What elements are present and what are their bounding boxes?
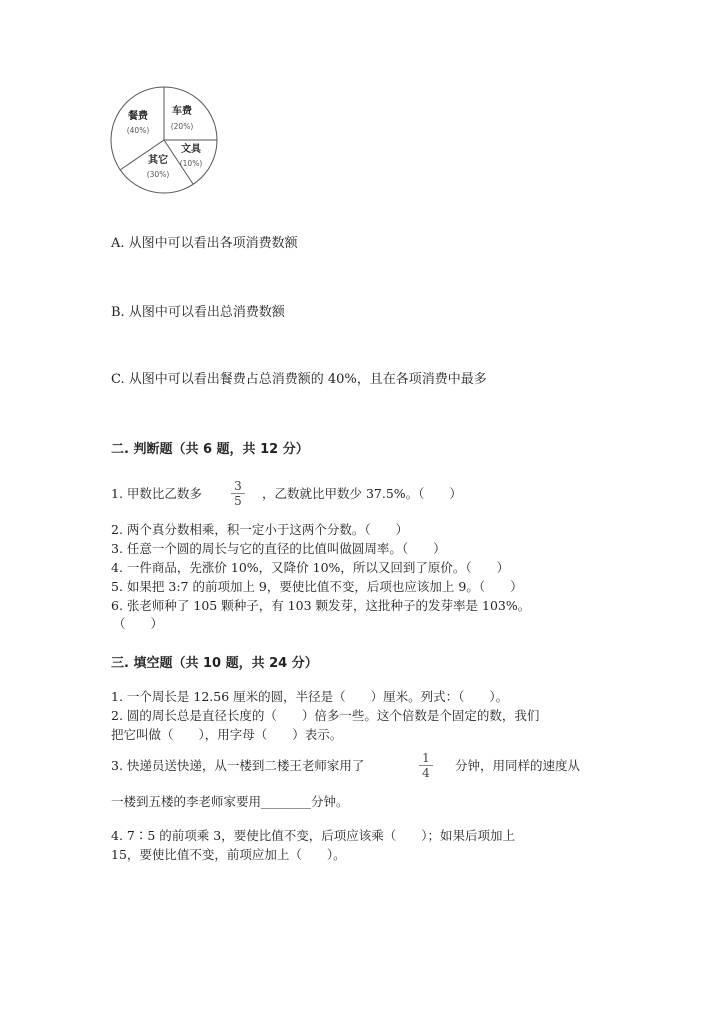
section3-title: 三. 填空题（共 10 题，共 24 分） xyxy=(111,656,318,671)
s2-q5: 5. 如果把 3:7 的前项加上 9，要使比值不变，后项也应该加上 9。（ ） xyxy=(111,579,523,594)
svg-text:(20%): (20%) xyxy=(170,122,194,131)
pie-label-qita: 其它 xyxy=(148,155,168,166)
s3-q3-line2: 一楼到五楼的李老师家要用________分钟。 xyxy=(111,794,349,809)
option-c: C. 从图中可以看出餐费占总消费额的 40%，且在各项消费中最多 xyxy=(111,372,487,387)
s2-q1-fraction: $\frac{3}{5}$ xyxy=(231,479,245,508)
s3-q2-line1: 2. 圆的周长总是直径长度的（ ）倍多一些。这个倍数是个固定的数，我们 xyxy=(111,708,540,723)
option-a: A. 从图中可以看出各项消费数额 xyxy=(111,236,298,251)
s3-q3-pre: 3. 快递员送快递，从一楼到二楼王老师家用了 xyxy=(111,758,365,773)
s3-q4-line2: 15，要使比值不变，前项应加上（ ）。 xyxy=(111,847,346,862)
s3-q1: 1. 一个周长是 12.56 厘米的圆，半径是（ ）厘米。列式：（ ）。 xyxy=(111,689,509,704)
svg-text:(10%): (10%) xyxy=(179,159,203,168)
s2-q6: 6. 张老师种了 105 颗种子，有 103 颗发芽，这批种子的发芽率是 103%。 xyxy=(111,598,531,613)
pie-label-canfei: 餐费 xyxy=(128,111,148,122)
pie-chart xyxy=(108,85,223,201)
s2-q3: 3. 任意一个圆的周长与它的直径的比值叫做圆周率。（ ） xyxy=(111,541,446,556)
s3-q3-post: 分钟，用同样的速度从 xyxy=(455,758,581,773)
s3-q2-line2: 把它叫做（ ），用字母（ ）表示。 xyxy=(111,727,343,742)
svg-text:(30%): (30%) xyxy=(146,170,170,179)
s2-q1-pre: 1. 甲数比乙数多 xyxy=(111,486,202,501)
section2-title: 二. 判断题（共 6 题，共 12 分） xyxy=(111,442,309,457)
s3-q4-line1: 4. 7∶5 的前项乘 3，要使比值不变，后项应该乘（ ）；如果后项加上 xyxy=(111,828,515,843)
pie-label-wenju: 文具 xyxy=(181,144,201,155)
s2-q6-paren: （ ） xyxy=(113,616,164,631)
s2-q4: 4. 一件商品，先涨价 10%，又降价 10%，所以又回到了原价。（ ） xyxy=(111,560,510,575)
option-b: B. 从图中可以看出总消费数额 xyxy=(111,305,285,320)
s2-q1-post: ，乙数就比甲数少 37.5%。（ ） xyxy=(262,486,462,501)
s3-q3-fraction: $\frac{1}{4}$ xyxy=(419,751,433,780)
s2-q2: 2. 两个真分数相乘，积一定小于这两个分数。（ ） xyxy=(111,522,409,537)
pie-label-chefei: 车费 xyxy=(172,106,192,117)
svg-text:(40%): (40%) xyxy=(126,126,150,135)
